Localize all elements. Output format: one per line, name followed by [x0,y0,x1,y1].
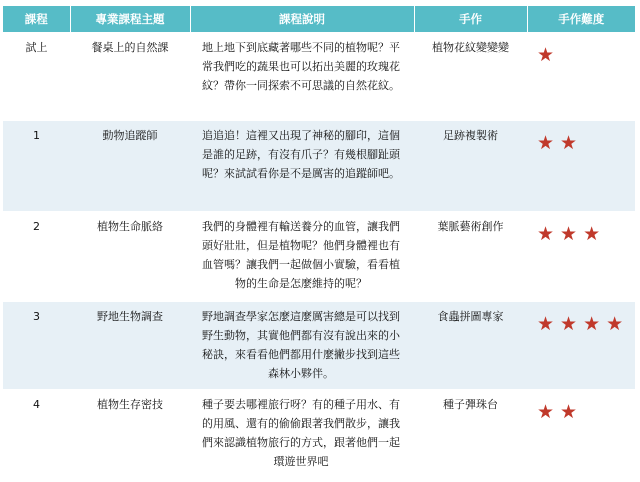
star-icon: ★ [560,132,577,154]
table-row [3,390,635,482]
topic-cell: 野地生物調查 [70,302,190,390]
star-icon: ★ [560,223,577,245]
lesson-cell: 試上 [3,33,70,121]
header-lesson: 課程 [3,6,70,33]
table-row [3,212,635,302]
course-table [3,6,635,482]
craft-cell: 葉脈藝術創作 [414,212,527,302]
table-row [3,33,635,121]
topic-cell: 餐桌上的自然課 [70,33,190,121]
craft-cell: 種子彈珠台 [414,390,527,482]
table-row [3,302,635,390]
description-cell: 追追追！這裡又出現了神秘的腳印，這個是誰的足跡，有沒有爪子？有幾根腳趾頭呢？來試試看你是不是厲害的追蹤師吧。 [190,121,414,212]
description-cell: 種子要去哪裡旅行呀？有的種子用水、有的用風、還有的偷偷跟著我們散步，讓我們來認識植物旅行的方式，跟著他們一起環遊世界吧 [190,390,414,482]
description-cell: 野地調查學家怎麼這麼厲害總是可以找到野生動物，其實他們都有沒有說出來的小秘訣，來看看他們都用什麼撇步找到這些森林小夥伴。 [190,302,414,390]
star-icon: ★ [606,313,623,335]
star-icon: ★ [583,223,600,245]
topic-cell: 植物生命脈絡 [70,212,190,302]
difficulty-cell [527,121,635,212]
difficulty-cell [527,302,635,390]
description-cell: 地上地下到底藏著哪些不同的植物呢？平常我們吃的蔬果也可以拓出美麗的玫瑰花紋？帶你一同探索不可思議的自然花紋。 [190,33,414,121]
header-topic: 專業課程主題 [70,6,190,33]
star-icon: ★ [537,44,554,66]
header-description: 課程說明 [190,6,414,33]
lesson-cell: 4 [3,390,70,482]
lesson-cell: 2 [3,212,70,302]
craft-cell: 足跡複製術 [414,121,527,212]
star-icon: ★ [560,313,577,335]
star-icon: ★ [537,132,554,154]
star-icon: ★ [537,401,554,423]
description-cell: 我們的身體裡有輸送養分的血管，讓我們頭好壯壯，但是植物呢？他們身體裡也有血管嗎？讓我們一起做個小實驗，看看植物的生命是怎麼維持的呢？ [190,212,414,302]
lesson-cell: 1 [3,121,70,212]
craft-cell: 食蟲拼圖專家 [414,302,527,390]
star-icon: ★ [560,401,577,423]
difficulty-cell [527,390,635,482]
table-row [3,121,635,212]
topic-cell: 植物生存密技 [70,390,190,482]
topic-cell: 動物追蹤師 [70,121,190,212]
header-row [3,6,635,33]
star-icon: ★ [583,313,600,335]
difficulty-cell [527,212,635,302]
header-craft: 手作 [414,6,527,33]
craft-cell: 植物花紋變變變 [414,33,527,121]
lesson-cell: 3 [3,302,70,390]
star-icon: ★ [537,223,554,245]
star-icon: ★ [537,313,554,335]
difficulty-cell [527,33,635,121]
header-difficulty: 手作難度 [527,6,635,33]
